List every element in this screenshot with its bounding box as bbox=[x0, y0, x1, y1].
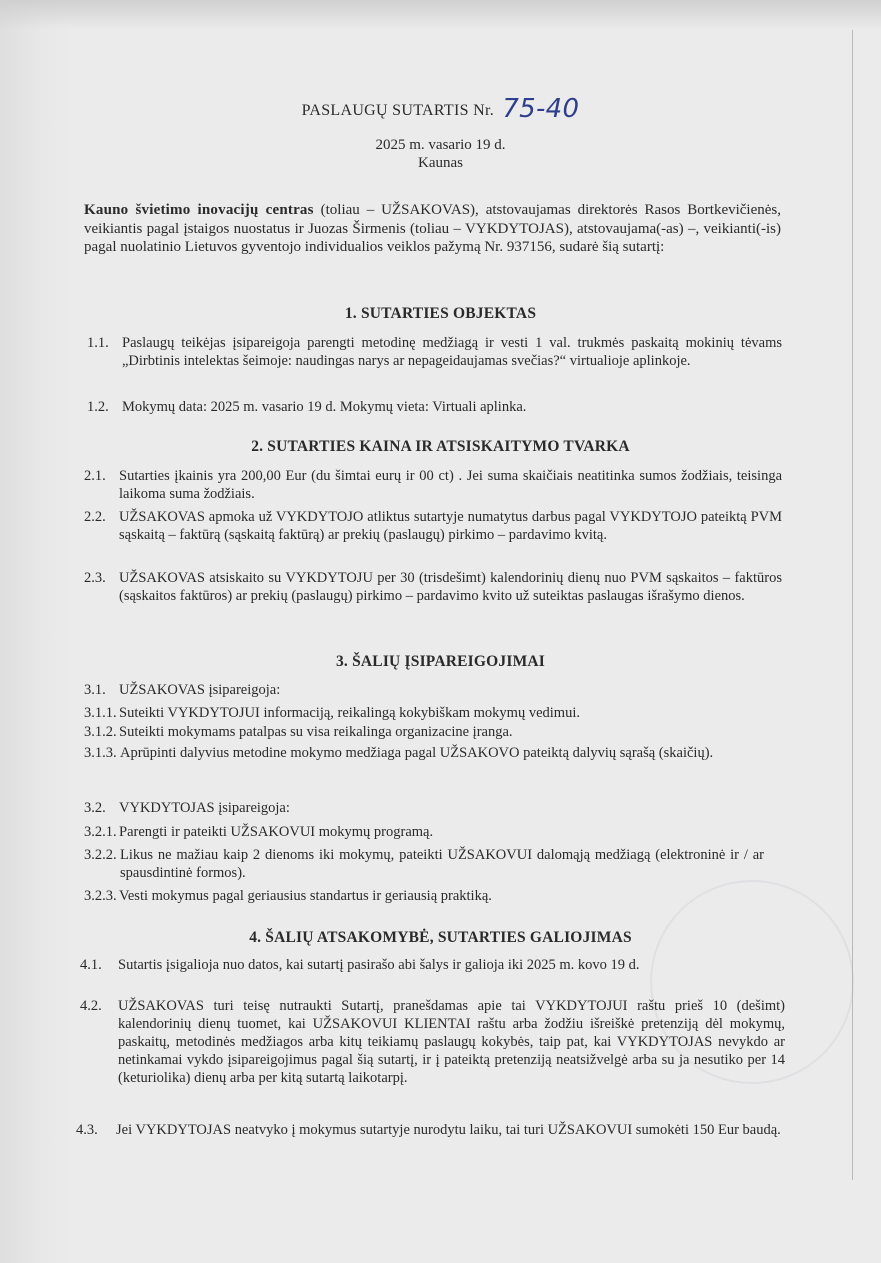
clause-3-1-3 bbox=[84, 744, 744, 762]
clause-number: 3.2.3. bbox=[84, 888, 117, 904]
handwritten-contract-number: 75-40 bbox=[502, 94, 580, 124]
clause-text: UŽSAKOVAS įsipareigoja: bbox=[119, 682, 281, 698]
section-2-heading: 2. SUTARTIES KAINA IR ATSISKAITYMO TVARKA bbox=[251, 438, 630, 455]
clause-2-2 bbox=[84, 508, 782, 544]
clause-text: Vesti mokymus pagal geriausius standartus ir geriausią praktiką. bbox=[119, 888, 492, 904]
clause-3-1-1 bbox=[84, 704, 784, 722]
section-3-heading: 3. ŠALIŲ ĮSIPAREIGOJIMAI bbox=[335, 653, 546, 670]
section-4-heading: 4. ŠALIŲ ATSAKOMYBĖ, SUTARTIES GALIOJIMAS bbox=[249, 929, 632, 946]
clause-4-3 bbox=[76, 1121, 786, 1139]
clause-number: 4.2. bbox=[80, 998, 102, 1014]
clause-2-1 bbox=[84, 467, 782, 503]
clause-number: 3.2.2. bbox=[84, 847, 117, 863]
clause-text: Mokymų data: 2025 m. vasario 19 d. Mokymų vieta: Virtuali aplinka. bbox=[122, 399, 527, 415]
clause-4-2 bbox=[80, 997, 785, 1087]
clause-number: 3.1.1. bbox=[84, 705, 117, 721]
clause-text: UŽSAKOVAS apmoka už VYKDYTOJO atliktus sutartyje numatytus darbus pagal VYKDYTOJO pateiktą PVM sąskaitą – faktūrą (sąskaitą faktūrą) ar prekių (paslaugų) pirkimo – pardavimo kvitą. bbox=[119, 509, 782, 543]
clause-4-1 bbox=[80, 956, 785, 974]
clause-text: VYKDYTOJAS įsipareigoja: bbox=[119, 800, 290, 816]
clause-number: 3.2.1. bbox=[84, 824, 117, 840]
intro-paragraph bbox=[84, 201, 781, 257]
clause-text: Suteikti VYKDYTOJUI informaciją, reikalingą kokybiškam mokymų vedimui. bbox=[119, 705, 580, 721]
clause-text: Suteikti mokymams patalpas su visa reikalinga organizacine įranga. bbox=[119, 724, 513, 740]
clause-text: UŽSAKOVAS atsiskaito su VYKDYTOJU per 30 (trisdešimt) kalendorinių dienų nuo PVM sąskaitos – faktūros (sąskaitos faktūros) ar prekių (paslaugų) pirkimo – pardavimo kvito už suteiktas paslaugas išrašymo dienos. bbox=[119, 570, 782, 604]
clause-2-3 bbox=[84, 569, 782, 605]
clause-number: 2.1. bbox=[84, 468, 106, 484]
document-title bbox=[0, 92, 881, 122]
clause-3-2-2 bbox=[84, 846, 764, 882]
title-text: PASLAUGŲ SUTARTIS Nr. bbox=[301, 102, 494, 119]
clause-3-2 bbox=[84, 799, 784, 817]
clause-number: 3.1. bbox=[84, 682, 106, 698]
clause-number: 2.3. bbox=[84, 570, 106, 586]
clause-text: Jei VYKDYTOJAS neatvyko į mokymus sutartyje nurodytu laiku, tai turi UŽSAKOVUI sumokėti 150 Eur baudą. bbox=[116, 1122, 781, 1138]
clause-number: 3.1.2. bbox=[84, 724, 117, 740]
section-1-heading: 1. SUTARTIES OBJEKTAS bbox=[344, 305, 537, 322]
clause-text: Sutartis įsigalioja nuo datos, kai sutartį pasirašo abi šalys ir galioja iki 2025 m. kovo 19 d. bbox=[118, 957, 640, 973]
clause-3-2-1 bbox=[84, 823, 784, 841]
clause-text: Aprūpinti dalyvius metodine mokymo medžiaga pagal UŽSAKOVO pateiktą dalyvių sąrašą (skaičių). bbox=[120, 745, 714, 761]
clause-number: 2.2. bbox=[84, 509, 106, 525]
clause-number: 4.3. bbox=[76, 1122, 98, 1138]
clause-number: 4.1. bbox=[80, 957, 102, 973]
clause-1-1 bbox=[87, 334, 782, 370]
clause-text: Sutarties įkainis yra 200,00 Eur (du šimtai eurų ir 00 ct) . Jei suma skaičiais neatitinka sumos žodžiais, teisinga laikoma suma žodžiais. bbox=[119, 468, 782, 502]
clause-text: UŽSAKOVAS turi teisę nutraukti Sutartį, pranešdamas apie tai VYKDYTOJUI raštu prieš 10 (dešimt) kalendorinių dienų tuomet, kai UŽSAKOVUI KLIENTAI raštu arba žodžiu išreiškė pretenziją dėl mokymų, paskaitų, metodinės medžiagos arba kitų teikiamų paslaugų kokybės, taip pat, kai VYKDYTOJAS nevykdo ar netinkamai vykdo įsipareigojimus pagal šią sutartį, ir į pateiktą pretenziją neatsižvelgė arba su ja nesutiko per 14 (keturiolika) dienų arba per kitą sutartą laikotarpį. bbox=[118, 998, 785, 1086]
clause-3-1 bbox=[84, 681, 784, 699]
clause-text: Parengti ir pateikti UŽSAKOVUI mokymų programą. bbox=[119, 824, 434, 840]
clause-3-2-3 bbox=[84, 887, 784, 905]
clause-text: Likus ne mažiau kaip 2 dienoms iki mokymų, pateikti UŽSAKOVUI dalomąją medžiagą (elektroninė ir / ar spausdintinė formos). bbox=[120, 847, 764, 881]
clause-1-2 bbox=[87, 398, 782, 416]
intro-text: (toliau – UŽSAKOVAS), atstovaujamas direktorės Rasos Bortkevičienės, veikiantis pagal įstaigos nuostatus ir Juozas Širmenis (toliau – VYKDYTOJAS), atstovaujama(-as) –, veikianti(-is) pagal nuolatinio Lietuvos gyventojo individualios veiklos pažymą Nr. 937156, sudarė šią sutartį: bbox=[84, 202, 781, 255]
clause-number: 1.2. bbox=[87, 399, 109, 415]
clause-number: 3.1.3. bbox=[84, 745, 117, 761]
contract-city: Kaunas bbox=[418, 155, 463, 171]
clause-number: 3.2. bbox=[84, 800, 106, 816]
intro-party-name: Kauno švietimo inovacijų centras bbox=[84, 202, 314, 218]
contract-date: 2025 m. vasario 19 d. bbox=[375, 137, 506, 153]
clause-3-1-2 bbox=[84, 723, 784, 741]
clause-number: 1.1. bbox=[87, 335, 109, 351]
clause-text: Paslaugų teikėjas įsipareigoja parengti metodinę medžiagą ir vesti 1 val. trukmės paskaitą mokinių tėvams „Dirbtinis intelektas šeimoje: naudingas narys ar nepageidaujamas svečias?“ virtualioje aplinkoje. bbox=[122, 335, 782, 369]
